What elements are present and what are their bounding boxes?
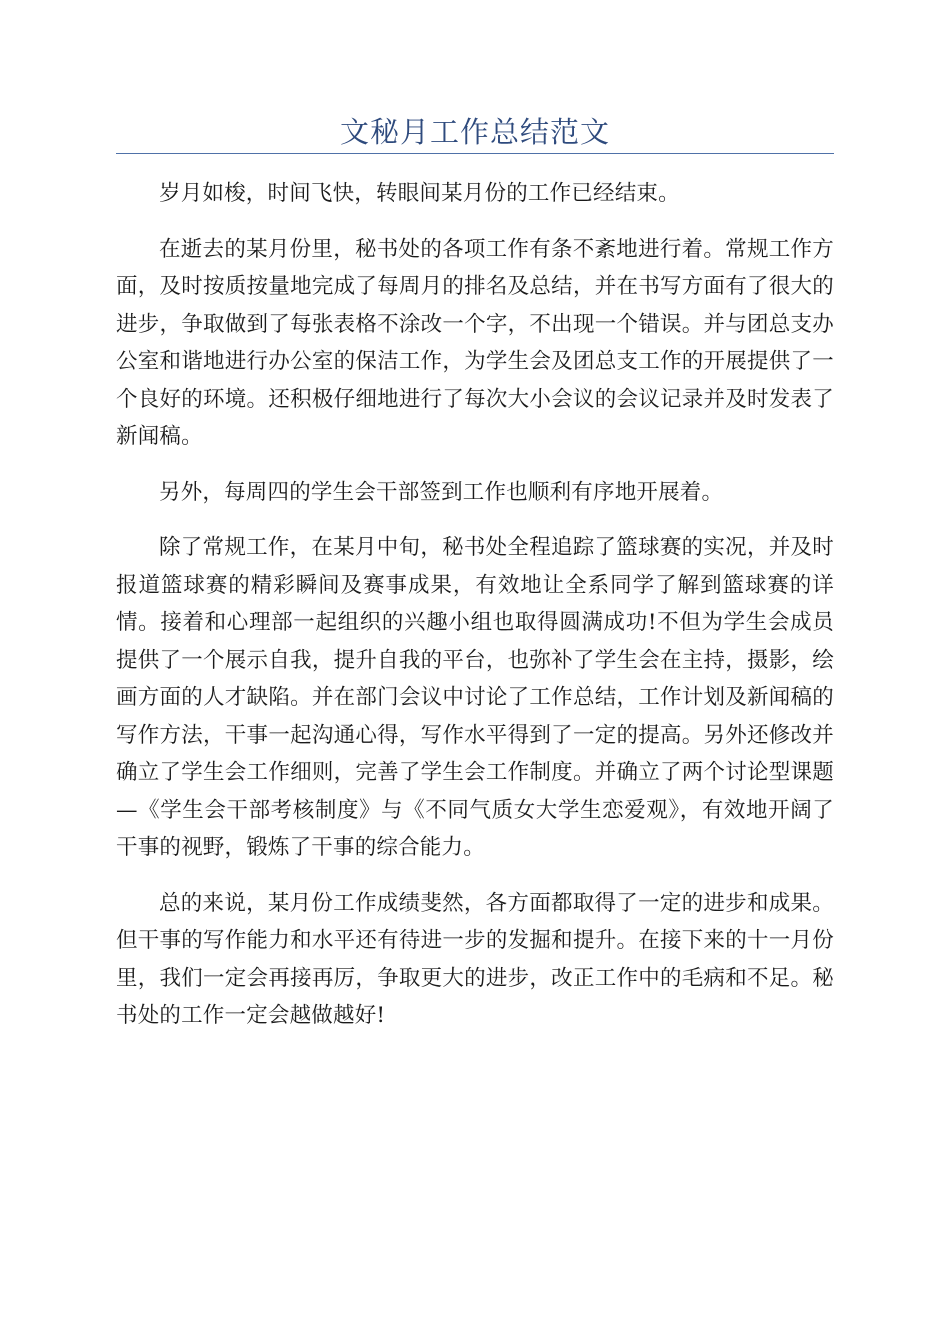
paragraph-conclusion: 总的来说，某月份工作成绩斐然，各方面都取得了一定的进步和成果。但干事的写作能力和水平还有待进一步的发掘和提升。在接下来的十一月份里，我们一定会再接再厉，争取更大的进步，改正工作中的毛病和不足。秘书处的工作一定会越做越好!	[116, 890, 834, 1028]
paragraph-routine-work: 在逝去的某月份里，秘书处的各项工作有条不紊地进行着。常规工作方面，及时按质按量地完成了每周月的排名及总结，并在书写方面有了很大的进步，争取做到了每张表格不涂改一个字，不出现一个错误。并与团总支办公室和谐地进行办公室的保洁工作，为学生会及团总支工作的开展提供了一个良好的环境。还积极仔细地进行了每次大小会议的会议记录并及时发表了新闻稿。	[116, 236, 834, 449]
document-title: 文秘月工作总结范文	[339, 115, 610, 149]
title-underline	[116, 153, 834, 154]
paragraph-sign-in: 另外，每周四的学生会干部签到工作也顺利有序地开展着。	[159, 479, 724, 505]
paragraph-opening: 岁月如梭，时间飞快，转眼间某月份的工作已经结束。	[159, 181, 680, 206]
paragraph-activities: 除了常规工作，在某月中旬，秘书处全程追踪了篮球赛的实况，并及时报道篮球赛的精彩瞬间及赛事成果，有效地让全系同学了解到篮球赛的详情。接着和心理部一起组织的兴趣小组也取得圆满成功!不但为学生会成员提供了一个展示自我，提升自我的平台，也弥补了学生会在主持，摄影，绘画方面的人才缺陷。并在部门会议中讨论了工作总结，工作计划及新闻稿的写作方法，干事一起沟通心得，写作水平得到了一定的提高。另外还修改并确立了学生会工作细则，完善了学生会工作制度。并确立了两个讨论型课题—《学生会干部考核制度》与《不同气质女大学生恋爱观》，有效地开阔了干事的视野，锻炼了干事的综合能力。	[116, 535, 834, 860]
document-body	[116, 175, 834, 1053]
